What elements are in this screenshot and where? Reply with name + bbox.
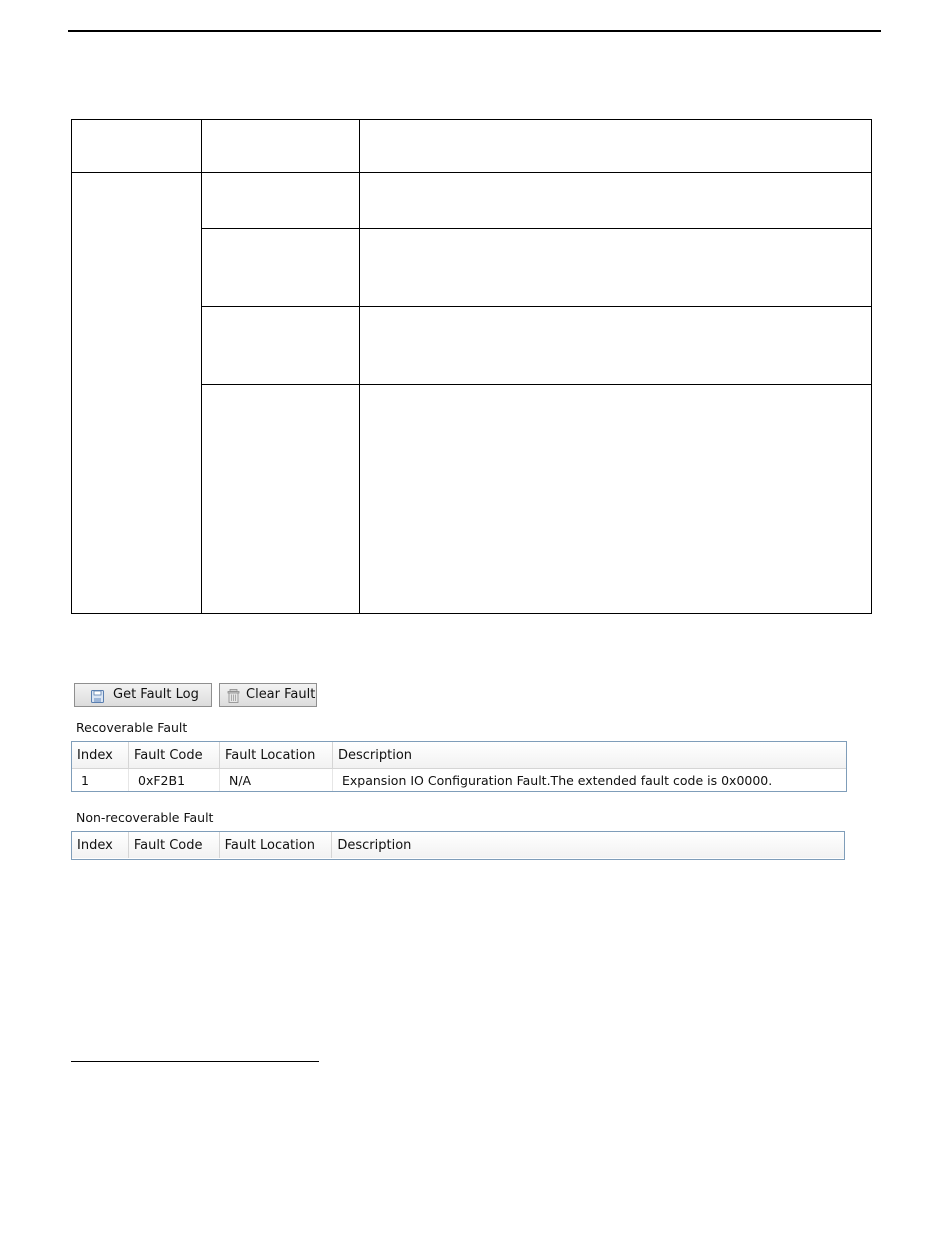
column-header-index[interactable]: Index: [72, 742, 129, 768]
cell-description: Expansion IO Configuration Fault.The extended fault code is 0x0000.: [342, 772, 773, 788]
table-header-cell: [72, 120, 202, 173]
recoverable-fault-grid[interactable]: [71, 741, 847, 792]
column-header-fault-code[interactable]: Fault Code: [129, 742, 220, 768]
get-fault-log-button[interactable]: [74, 683, 212, 707]
table-cell: [360, 307, 872, 385]
document-table: [71, 119, 872, 614]
table-cell: [202, 307, 360, 385]
grid-header: [72, 832, 844, 858]
table-cell: [202, 173, 360, 229]
table-header-cell: [202, 120, 360, 173]
table-row: [72, 173, 872, 229]
table-cell: [360, 385, 872, 614]
cell-fault-code: 0xF2B1: [129, 769, 220, 791]
trash-icon: [227, 689, 240, 702]
table-cell: [360, 173, 872, 229]
table-cell: [202, 385, 360, 614]
recoverable-fault-title: Recoverable Fault: [76, 720, 188, 735]
non-recoverable-fault-grid[interactable]: [71, 831, 845, 860]
fault-log-panel: [70, 683, 850, 863]
clear-fault-button[interactable]: [219, 683, 317, 707]
table-group-cell: [72, 173, 202, 614]
header-rule: [68, 30, 881, 32]
column-header-description[interactable]: Description: [337, 837, 412, 853]
column-header-description[interactable]: Description: [338, 747, 413, 763]
get-fault-log-label: Get Fault Log: [113, 687, 199, 702]
table-header-cell: [360, 120, 872, 173]
clear-fault-label: Clear Fault: [246, 687, 316, 702]
save-disk-icon: [91, 689, 104, 702]
footnote-rule: [71, 1061, 319, 1062]
column-header-fault-code[interactable]: Fault Code: [129, 832, 220, 858]
table-header-row: [72, 120, 872, 173]
table-cell: [360, 229, 872, 307]
cell-fault-location: N/A: [220, 769, 333, 791]
table-row[interactable]: [72, 769, 846, 791]
column-header-fault-location[interactable]: Fault Location: [220, 742, 333, 768]
grid-header: [72, 742, 846, 769]
table-cell: [202, 229, 360, 307]
column-header-fault-location[interactable]: Fault Location: [220, 832, 333, 858]
non-recoverable-fault-title: Non-recoverable Fault: [76, 810, 214, 825]
cell-index: 1: [72, 769, 129, 791]
column-header-index[interactable]: Index: [72, 832, 129, 858]
